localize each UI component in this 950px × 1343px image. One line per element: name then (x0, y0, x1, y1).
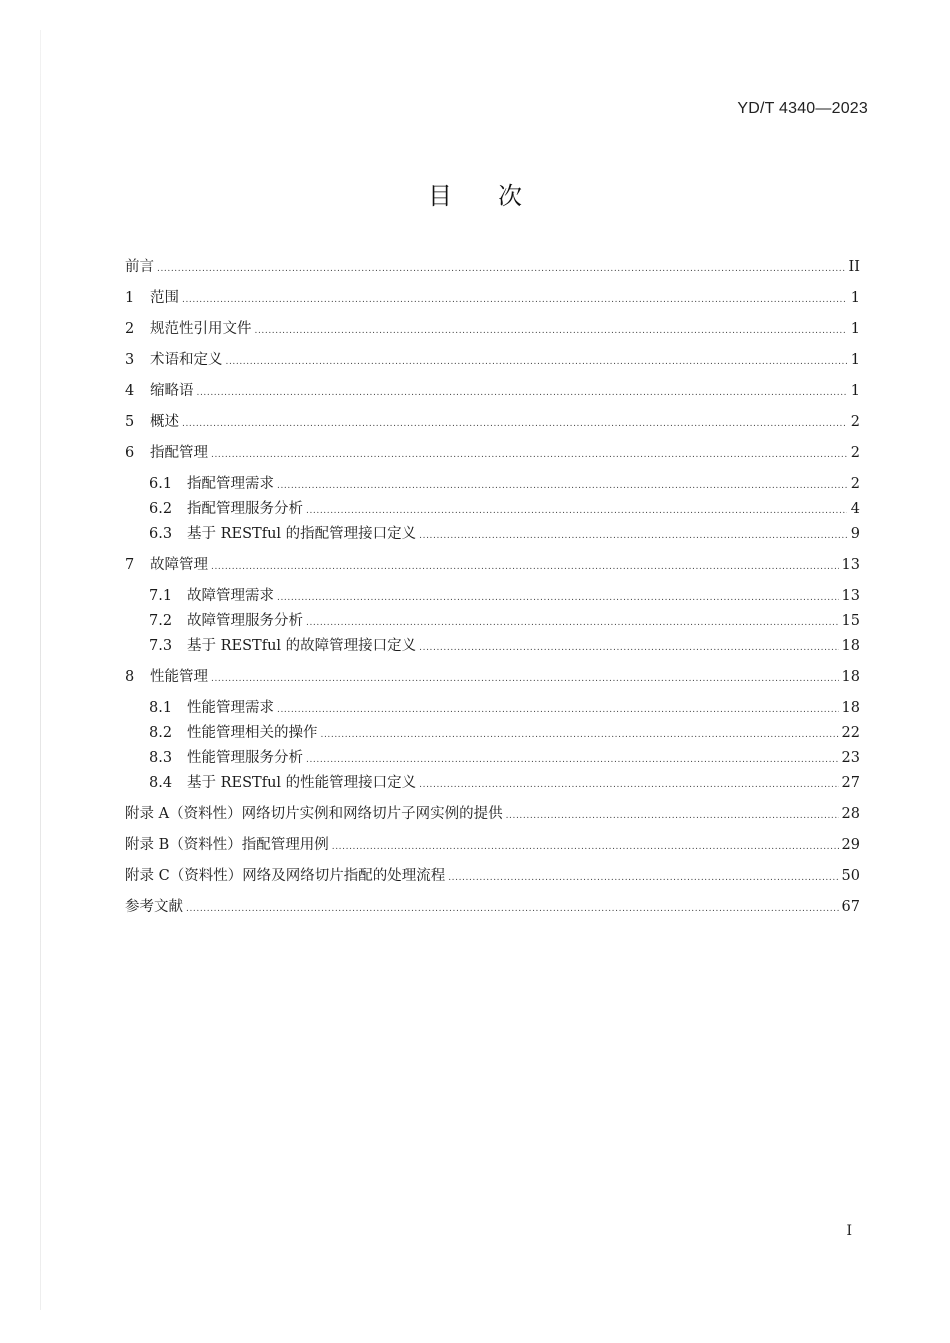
toc-entry[interactable] (125, 522, 860, 547)
toc-leader-dots (506, 811, 839, 821)
toc-entry-number: 6.1 (149, 476, 173, 492)
toc-entry-page: 2 (850, 414, 860, 430)
toc-entry-label: 附录 C（资料性）网络及网络切片指配的处理流程 (125, 868, 446, 884)
toc-entry-label: 概述 (150, 414, 179, 430)
toc-entry-page: 13 (841, 588, 860, 604)
toc-leader-dots (419, 643, 838, 653)
toc-entry-number: 7 (125, 557, 135, 573)
toc-entry-page: 29 (841, 837, 860, 853)
toc-entry-number: 8.1 (149, 700, 173, 716)
toc-leader-dots (332, 842, 839, 852)
toc-entry-label: 故障管理 (150, 557, 208, 573)
toc-entry[interactable] (125, 696, 860, 721)
toc-entry-number: 8.2 (149, 725, 173, 741)
toc-entry[interactable] (125, 348, 860, 379)
toc-entry-label: 范围 (150, 290, 179, 306)
toc-leader-dots (419, 780, 838, 790)
toc-leader-dots (182, 419, 847, 429)
toc-entry[interactable] (125, 441, 860, 472)
toc-entry[interactable] (125, 553, 860, 584)
scan-edge-line (40, 30, 41, 1310)
toc-entry[interactable] (125, 472, 860, 497)
toc-leader-dots (306, 618, 839, 628)
toc-entry[interactable] (125, 771, 860, 796)
toc-entry-number: 4 (125, 383, 135, 399)
toc-entry-label: 性能管理 (150, 669, 208, 685)
toc-entry-page: 27 (841, 775, 860, 791)
footer-page-number: I (846, 1223, 852, 1239)
toc-entry-label: 指配管理需求 (187, 476, 274, 492)
toc-entry[interactable] (125, 864, 860, 895)
toc-leader-dots (186, 904, 839, 914)
page-title (0, 176, 950, 211)
toc-entry-page: 1 (850, 321, 860, 337)
toc-entry-page: 18 (841, 669, 860, 685)
toc-entry-number: 1 (125, 290, 135, 306)
toc-leader-dots (226, 357, 848, 367)
toc-entry[interactable] (125, 634, 860, 659)
toc-leader-dots (211, 562, 839, 572)
toc-entry-label: 基于 RESTful 的指配管理接口定义 (187, 526, 417, 542)
toc-entry-number: 8 (125, 669, 135, 685)
toc-entry-label: 术语和定义 (150, 352, 223, 368)
toc-leader-dots (306, 506, 847, 516)
page-title-char-1: 目 (428, 182, 452, 210)
toc-entry-number: 6 (125, 445, 135, 461)
toc-leader-dots (419, 531, 847, 541)
toc-entry-page: 18 (841, 638, 860, 654)
toc-entry-label: 性能管理相关的操作 (187, 725, 318, 741)
toc-entry-page: 1 (850, 290, 860, 306)
toc-leader-dots (211, 674, 839, 684)
table-of-contents (125, 255, 860, 926)
toc-entry[interactable] (125, 746, 860, 771)
toc-entry[interactable] (125, 286, 860, 317)
toc-entry[interactable] (125, 609, 860, 634)
toc-entry-number: 8.3 (149, 750, 173, 766)
toc-entry[interactable] (125, 833, 860, 864)
toc-entry-page: 18 (841, 700, 860, 716)
toc-entry-number: 6.2 (149, 501, 173, 517)
toc-entry-number: 3 (125, 352, 135, 368)
toc-entry-page: 15 (841, 613, 860, 629)
toc-entry[interactable] (125, 317, 860, 348)
toc-entry-number: 8.4 (149, 775, 173, 791)
standard-code: YD/T 4340—2023 (737, 100, 868, 117)
toc-entry-page: 67 (841, 899, 860, 915)
toc-entry-number: 5 (125, 414, 135, 430)
toc-entry-page: 1 (850, 383, 860, 399)
toc-leader-dots (197, 388, 848, 398)
toc-entry[interactable] (125, 497, 860, 522)
toc-entry[interactable] (125, 584, 860, 609)
toc-entry-label: 指配管理服务分析 (187, 501, 303, 517)
toc-entry-page: 2 (850, 445, 860, 461)
toc-entry-page: 13 (841, 557, 860, 573)
toc-leader-dots (321, 730, 839, 740)
toc-entry-label: 参考文献 (125, 899, 183, 915)
toc-leader-dots (211, 450, 847, 460)
toc-entry[interactable] (125, 410, 860, 441)
toc-entry-page: 22 (841, 725, 860, 741)
page-title-char-2: 次 (498, 182, 522, 210)
toc-entry-label: 指配管理 (150, 445, 208, 461)
toc-entry-page: 50 (841, 868, 860, 884)
toc-entry-page: II (848, 259, 860, 275)
toc-entry-number: 7.1 (149, 588, 173, 604)
toc-entry[interactable] (125, 665, 860, 696)
toc-entry-number: 7.3 (149, 638, 173, 654)
toc-entry-page: 9 (850, 526, 860, 542)
toc-leader-dots (306, 755, 839, 765)
toc-entry-label: 故障管理需求 (187, 588, 274, 604)
toc-entry-number: 6.3 (149, 526, 173, 542)
toc-leader-dots (157, 264, 846, 274)
toc-entry-page: 28 (841, 806, 860, 822)
toc-entry[interactable] (125, 255, 860, 286)
toc-entry-label: 性能管理需求 (187, 700, 274, 716)
toc-leader-dots (277, 705, 839, 715)
toc-entry-page: 4 (850, 501, 860, 517)
toc-entry[interactable] (125, 721, 860, 746)
toc-entry[interactable] (125, 895, 860, 926)
toc-entry-label: 故障管理服务分析 (187, 613, 303, 629)
toc-leader-dots (277, 593, 839, 603)
toc-entry[interactable] (125, 802, 860, 833)
toc-entry-label: 基于 RESTful 的故障管理接口定义 (187, 638, 417, 654)
toc-entry-label: 前言 (125, 259, 154, 275)
toc-entry-number: 2 (125, 321, 135, 337)
toc-entry-page: 2 (850, 476, 860, 492)
toc-entry[interactable] (125, 379, 860, 410)
toc-entry-page: 23 (841, 750, 860, 766)
toc-leader-dots (255, 326, 848, 336)
toc-entry-label: 缩略语 (150, 383, 194, 399)
toc-entry-number: 7.2 (149, 613, 173, 629)
toc-entry-label: 性能管理服务分析 (187, 750, 303, 766)
toc-leader-dots (448, 873, 838, 883)
toc-entry-label: 基于 RESTful 的性能管理接口定义 (187, 775, 417, 791)
toc-leader-dots (277, 481, 847, 491)
toc-entry-label: 附录 A（资料性）网络切片实例和网络切片子网实例的提供 (125, 806, 503, 822)
toc-leader-dots (182, 295, 847, 305)
toc-entry-label: 规范性引用文件 (150, 321, 252, 337)
toc-entry-label: 附录 B（资料性）指配管理用例 (125, 837, 329, 853)
toc-entry-page: 1 (850, 352, 860, 368)
